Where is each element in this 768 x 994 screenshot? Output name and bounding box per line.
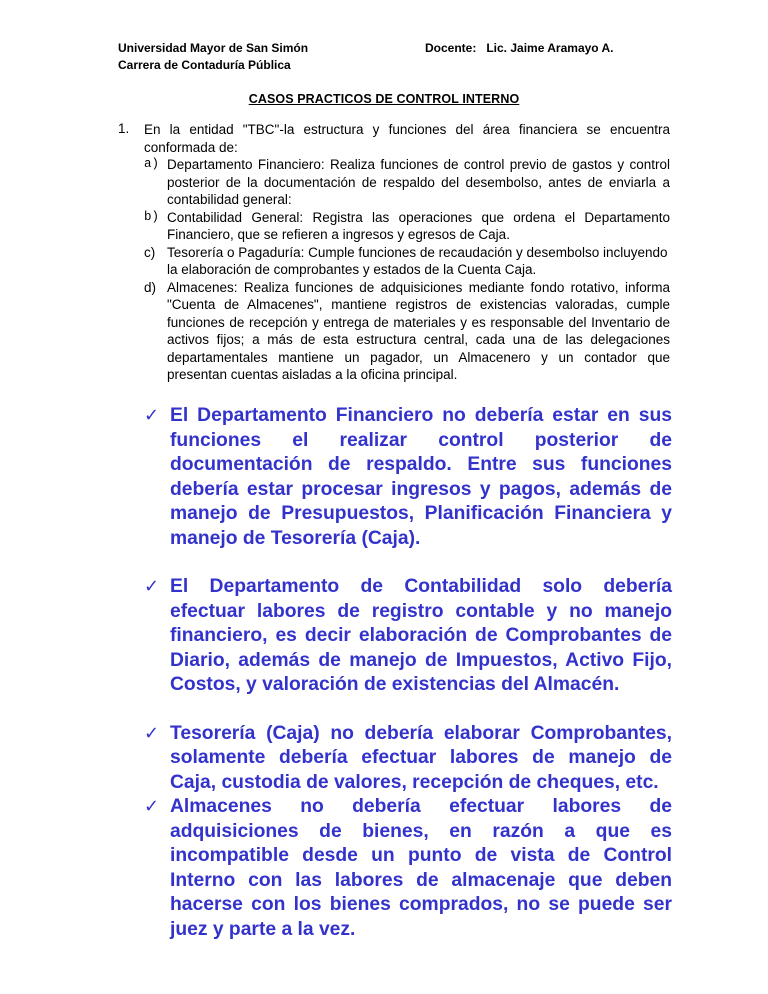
list-item-marker: b): [144, 209, 160, 224]
list-item: [144, 209, 670, 244]
answer-item: [144, 404, 672, 551]
answers-list: [144, 404, 672, 942]
checkmark-icon: ✓: [144, 576, 160, 597]
list-item-text: Departamento Financiero: Realiza funciones de control previo de gastos y control posterior de la documentación de respaldo del desembolso, antes de enviarla a contabilidad general:: [167, 157, 670, 207]
list-item: [144, 244, 670, 279]
answer-text: Tesorería (Caja) no debería elaborar Comprobantes, solamente debería efectuar labores de manejo de Caja, custodia de valores, recepción de cheques, etc.: [170, 722, 672, 793]
list-item-marker: a): [144, 157, 160, 171]
list-item-text: Contabilidad General: Registra las operaciones que ordena el Departamento Financiero, que se refieren a ingresos y egresos de Caja.: [167, 209, 670, 242]
answer-item: [144, 722, 672, 796]
header-institution: [118, 40, 308, 74]
list-item-text: Tesorería o Pagaduría: Cumple funciones de recaudación y desembolso incluyendo la elaboración de comprobantes y estados de la Cuenta Caja.: [167, 244, 668, 277]
university-name: Universidad Mayor de San Simón: [118, 41, 309, 55]
checkmark-icon: ✓: [144, 796, 160, 817]
case-number: 1.: [118, 121, 130, 136]
answer-text: El Departamento de Contabilidad solo debería efectuar labores de registro contable y no manejo financiero, es decir elaboración de Comprobantes de Diario, además de manejo de Impuestos, Activo Fijo, Costos, y valoración de existencias del Almacén.: [170, 576, 672, 695]
teacher-name: Lic. Jaime Aramayo A.: [486, 41, 614, 55]
document-title: CASOS PRACTICOS DE CONTROL INTERNO: [248, 92, 520, 106]
career-name: Carrera de Contaduría Pública: [118, 58, 291, 72]
answer-text: Almacenes no debería efectuar labores de adquisiciones de bienes, en razón a que es incompatible desde un punto de vista de Control Interno con las labores de almacenaje que deben hacerse con los bienes comprados, no se puede ser juez y parte a la vez.: [170, 796, 672, 940]
list-item: [144, 279, 670, 384]
header-teacher: [425, 40, 614, 57]
list-item: [144, 156, 670, 209]
case-intro: En la entidad "TBC"-la estructura y funciones del área financiera se encuentra conformada de:: [144, 122, 670, 155]
list-item-marker: d): [144, 279, 157, 295]
answer-item: [144, 795, 672, 942]
checkmark-icon: ✓: [144, 722, 160, 744]
list-item-text: Almacenes: Realiza funciones de adquisiciones mediante fondo rotativo, informa "Cuenta de Almacenes", mantiene registros de existencias valoradas, cumple funciones de recepción y entrega de materiales y es responsable del Inventario de activos fijos; a más de esta estructura central, cada una de las delegaciones departamentales mantiene un pagador, un Almacenero y un contador que presentan cuentas aisladas a la oficina principal.: [167, 279, 670, 382]
answer-text: El Departamento Financiero no debería estar en sus funciones el realizar control posterior de documentación de respaldo. Entre sus funciones debería estar procesar ingresos y pagos, además de manejo de Presupuestos, Planificación Financiera y manejo de Tesorería (Caja).: [170, 405, 672, 549]
list-item-marker: c): [144, 244, 156, 260]
case-items-list: [144, 156, 670, 384]
teacher-label: Docente:: [425, 41, 477, 55]
checkmark-icon: ✓: [144, 405, 160, 426]
answer-item: [144, 575, 672, 698]
